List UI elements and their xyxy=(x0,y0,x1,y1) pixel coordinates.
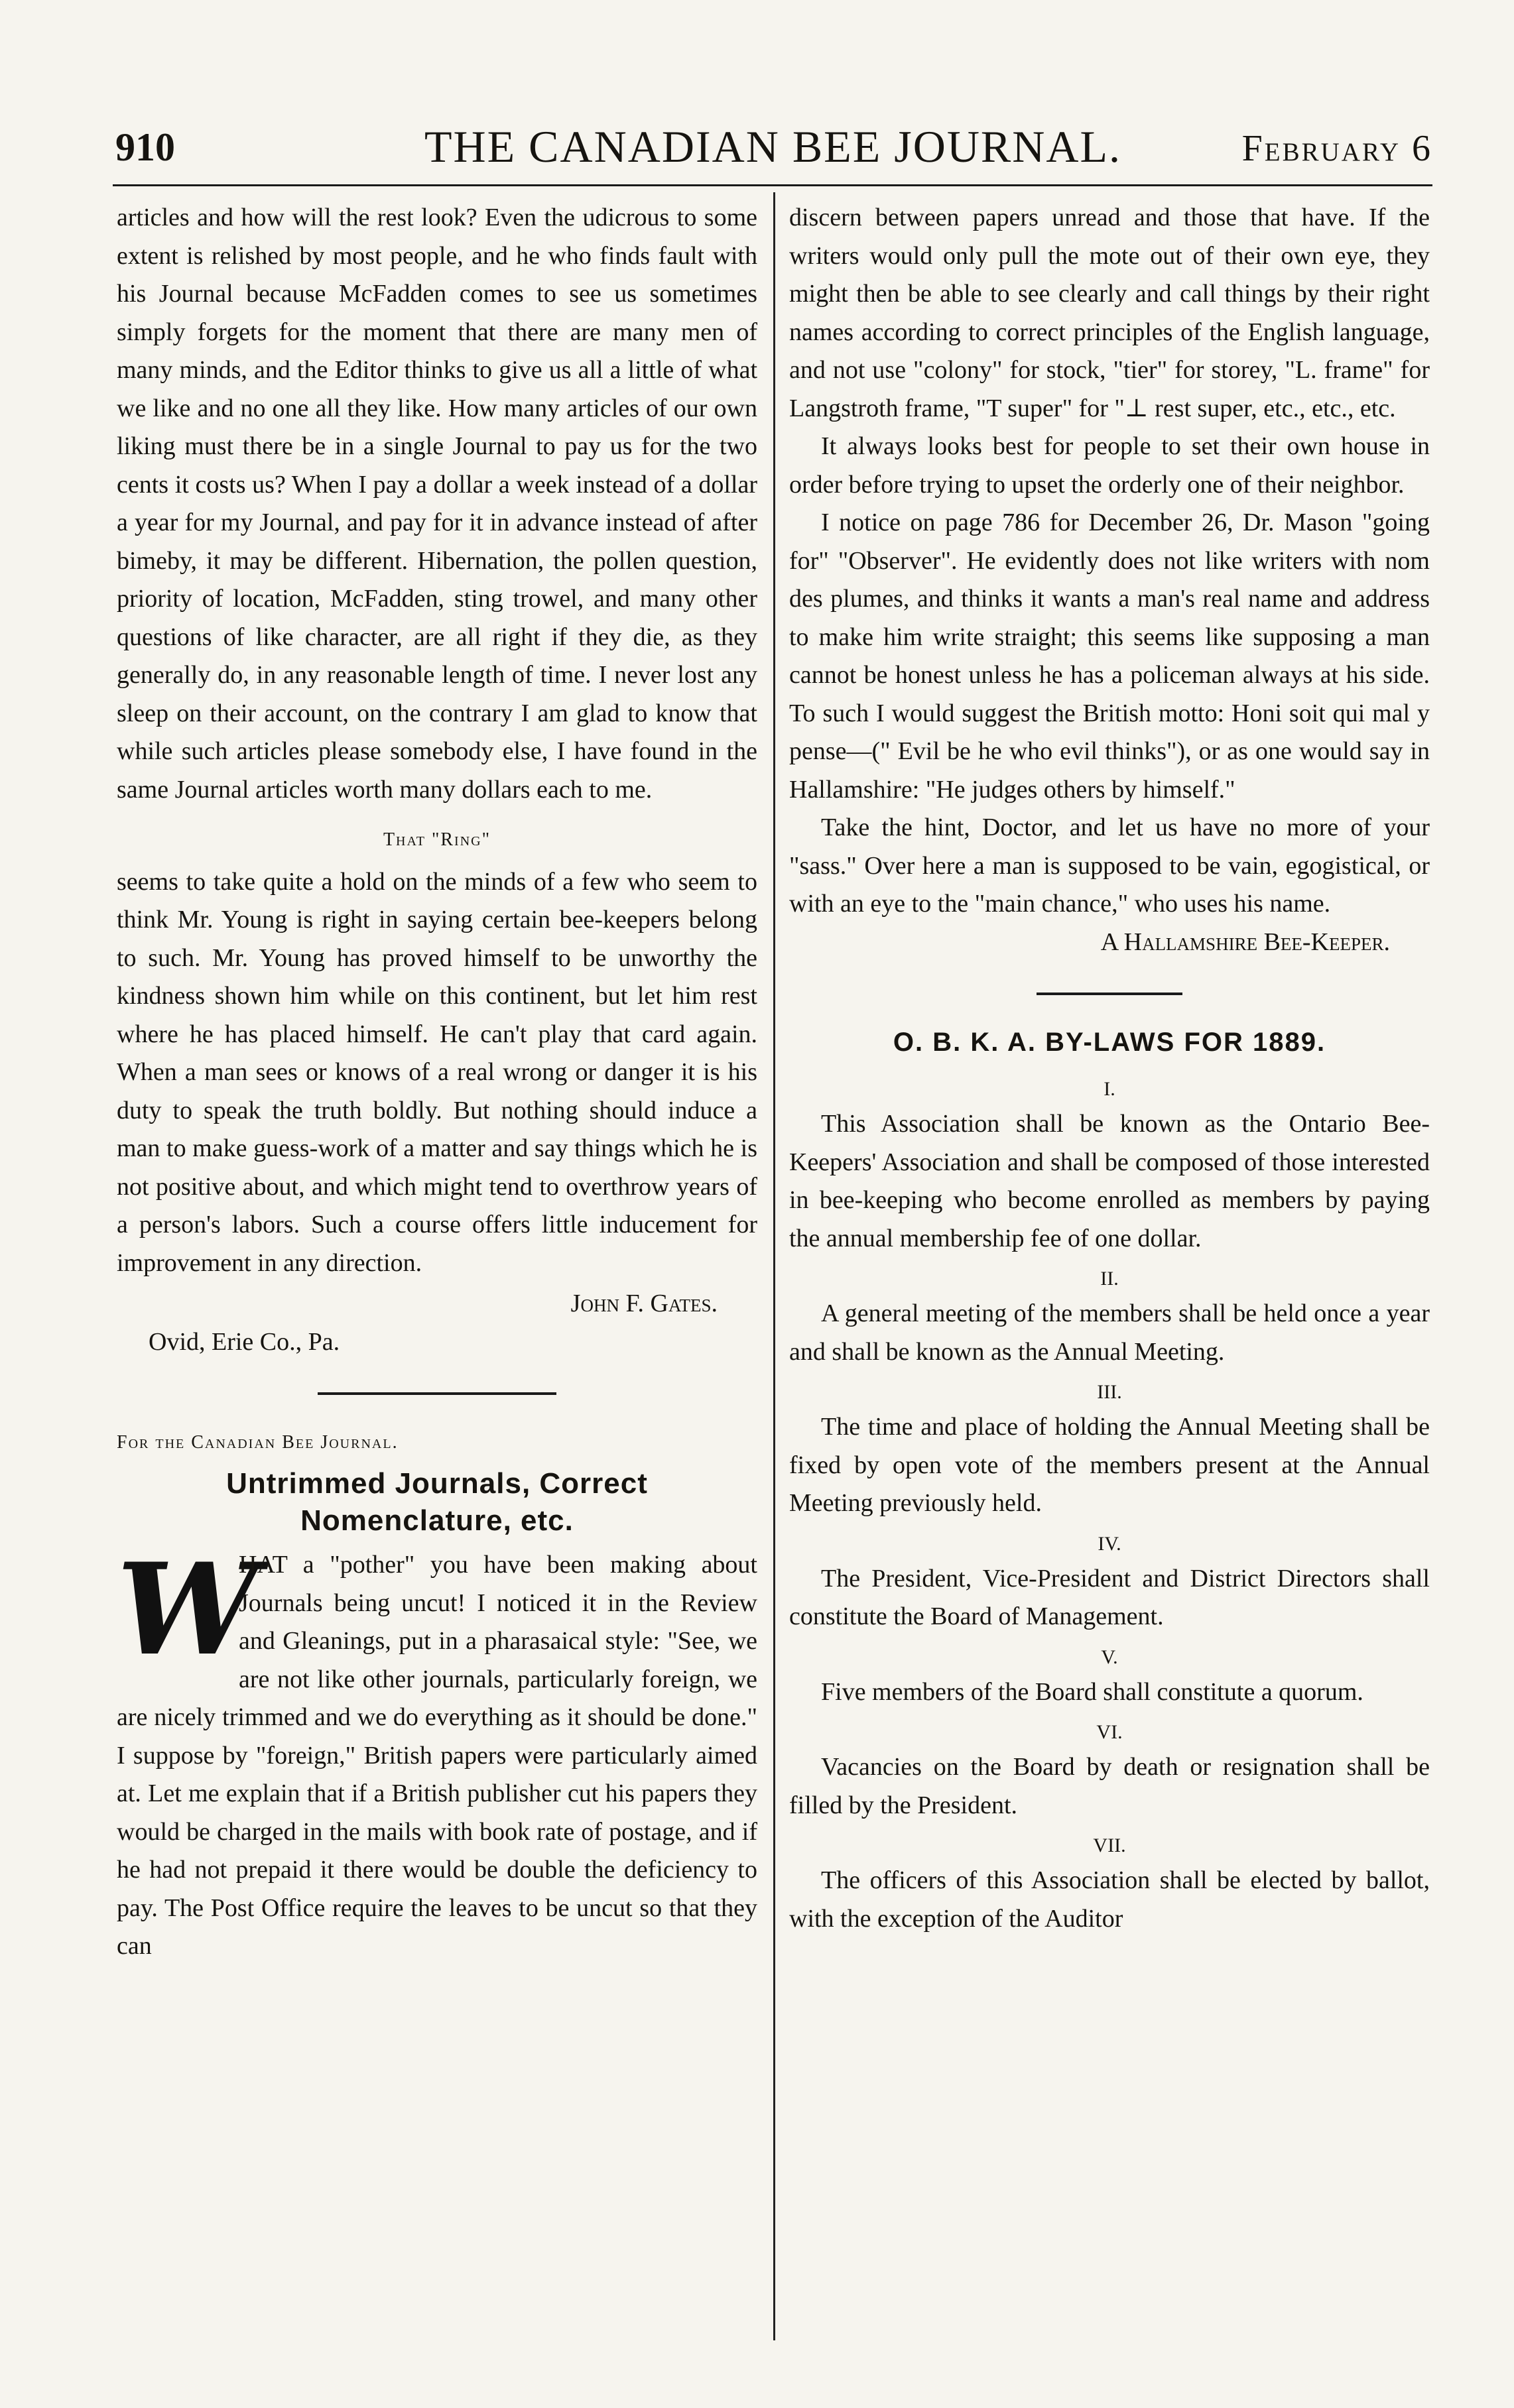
column-divider xyxy=(773,192,775,2340)
issue-date: February 6 xyxy=(1241,128,1432,169)
continued-paragraph: discern between papers unread and those that have. If the writers would only pull the mote out of their own eye, they might then be able to see clearly and call things by their right names according to correct principles of the English language, and not use "colony" for stock, "tier" for storey, "L. frame" for Langstroth frame, "T super" for "⊥ rest super, etc., etc., etc. xyxy=(789,204,1430,422)
journal-title: THE CANADIAN BEE JOURNAL. xyxy=(424,121,1122,172)
bylaw-numeral: V. xyxy=(1101,1646,1118,1668)
bylaw-section-1 xyxy=(789,1073,1430,1258)
paragraph-house-order: It always looks best for people to set their own house in order before trying to upset the orderly one of their neighbor. xyxy=(789,432,1430,499)
bylaw-text: Five members of the Board shall constitute a quorum. xyxy=(821,1677,1363,1706)
bylaw-numeral: I. xyxy=(1104,1078,1115,1100)
bylaw-text: This Association shall be known as the Ontario Bee-Keepers' Association and shall be composed of those interested in bee-keeping who become enrolled as members by paying the annual membership fee of one dollar. xyxy=(789,1110,1430,1252)
bylaw-text: Vacancies on the Board by death or resignation shall be filled by the President. xyxy=(789,1753,1430,1819)
bylaw-numeral: IV. xyxy=(1098,1532,1121,1555)
bylaw-section-4 xyxy=(789,1528,1430,1636)
right-column xyxy=(789,199,1430,1938)
bylaw-section-7 xyxy=(789,1830,1430,1938)
bylaws-title: O. B. K. A. BY-LAWS FOR 1889. xyxy=(893,1027,1326,1057)
letter-signature: A Hallamshire Bee-Keeper. xyxy=(1100,928,1390,956)
article-body xyxy=(117,1535,757,1966)
bylaw-numeral: VII. xyxy=(1093,1835,1126,1856)
article-byline: For the Canadian Bee Journal. xyxy=(117,1431,399,1453)
page-header xyxy=(113,111,1432,186)
bylaw-text: The President, Vice-President and District Directors shall constitute the Board of Management. xyxy=(789,1564,1430,1630)
left-column xyxy=(117,199,757,1966)
bylaw-section-6 xyxy=(789,1716,1430,1825)
bylaw-section-3 xyxy=(789,1376,1430,1523)
ring-paragraph: seems to take quite a hold on the minds of a few who seem to think Mr. Young is right in saying certain bee-keepers belong to such. Mr. Young has proved himself to be unworthy the kindness shown him while on this continent, but let him rest where he has placed himself. He can't play that card again. When a man sees or knows of a real wrong or danger it is his duty to speak the truth boldly. But nothing should induce a man to make guess-work of a matter and say things which he is not positive about, and which might tend to overthrow years of a person's labors. Such a course offers little inducement for improvement in any direction. xyxy=(117,867,757,1277)
drop-capital: W xyxy=(117,1535,259,1683)
bylaw-text: A general meeting of the members shall be held once a year and shall be known as the Annual Meeting. xyxy=(789,1299,1430,1366)
bylaw-text: The time and place of holding the Annual Meeting shall be fixed by open vote of the members present at the Annual Meeting previously held. xyxy=(789,1413,1430,1517)
bylaw-section-5 xyxy=(789,1642,1430,1712)
article-title: Untrimmed Journals, Correct Nomenclature, etc. xyxy=(226,1467,648,1537)
article-continuation-paragraph: articles and how will the rest look? Even the udicrous to some extent is relished by most people, and he who finds fault with his Journal because McFadden comes to see us sometimes simply forgets for the moment that there are many men of many minds, and the Editor thinks to give us all a little of what we like and no one all they like. How many articles of our own liking must there be in a single Journal to pay us for the two cents it costs us? When I pay a dollar a week instead of a dollar a year for my Journal, and pay for it in advance instead of after bimeby, it may be different. Hibernation, the pollen question, priority of location, McFadden, sting trowel, and many other questions of like character, are all right if they die, as they generally do, in any reasonable length of time. I never lost any sleep on their account, on the contrary I am glad to know that while such articles please somebody else, I have found in the same Journal articles worth many dollars each to me. xyxy=(117,204,757,804)
bylaw-text: The officers of this Association shall be elected by ballot, with the exception of the Auditor xyxy=(789,1866,1430,1933)
article-paragraph: HAT a "pother" you have been making about Journals being uncut! I noticed it in the Review and Gleanings, put in a pharasaical style: "See, we are not like other journals, particularly foreign, we are nicely trimmed and we do everything as it should be done." I suppose by "foreign," British papers were particularly aimed at. Let me explain that if a British publisher cut his papers they would be charged in the mails with book rate of postage, and if he had not prepaid it there would be double the deficiency to pay. The Post Office require the leaves to be uncut so that they can xyxy=(117,1551,757,1960)
bylaw-numeral: VI. xyxy=(1096,1721,1123,1743)
bylaw-numeral: III. xyxy=(1097,1381,1122,1403)
bylaw-section-2 xyxy=(789,1263,1430,1371)
author-location: Ovid, Erie Co., Pa. xyxy=(149,1327,340,1356)
paragraph-nom-de-plume: I notice on page 786 for December 26, Dr. Mason "going for" "Observer". He evidently does not like writers with nom des plumes, and thinks it wants a man's real name and address to make him write straight; this seems like supposing a man cannot be honest unless he has a policeman always at his side. To such I would suggest the British motto: Honi soit qui mal y pense—(" Evil be he who evil thinks"), or as one would say in Hallamshire: "He judges others by himself." xyxy=(789,509,1430,804)
paragraph-take-the-hint: Take the hint, Doctor, and let us have no more of your "sass." Over here a man is supposed to be vain, egogistical, or with an eye to the "main chance," who uses his name. xyxy=(789,813,1430,918)
page-number: 910 xyxy=(115,125,175,169)
separator-ornament xyxy=(789,973,1430,1012)
author-signature: John F. Gates. xyxy=(570,1290,718,1317)
section-heading-ring: That "Ring" xyxy=(383,829,491,850)
bylaw-numeral: II. xyxy=(1100,1268,1119,1290)
separator-ornament xyxy=(117,1373,757,1412)
